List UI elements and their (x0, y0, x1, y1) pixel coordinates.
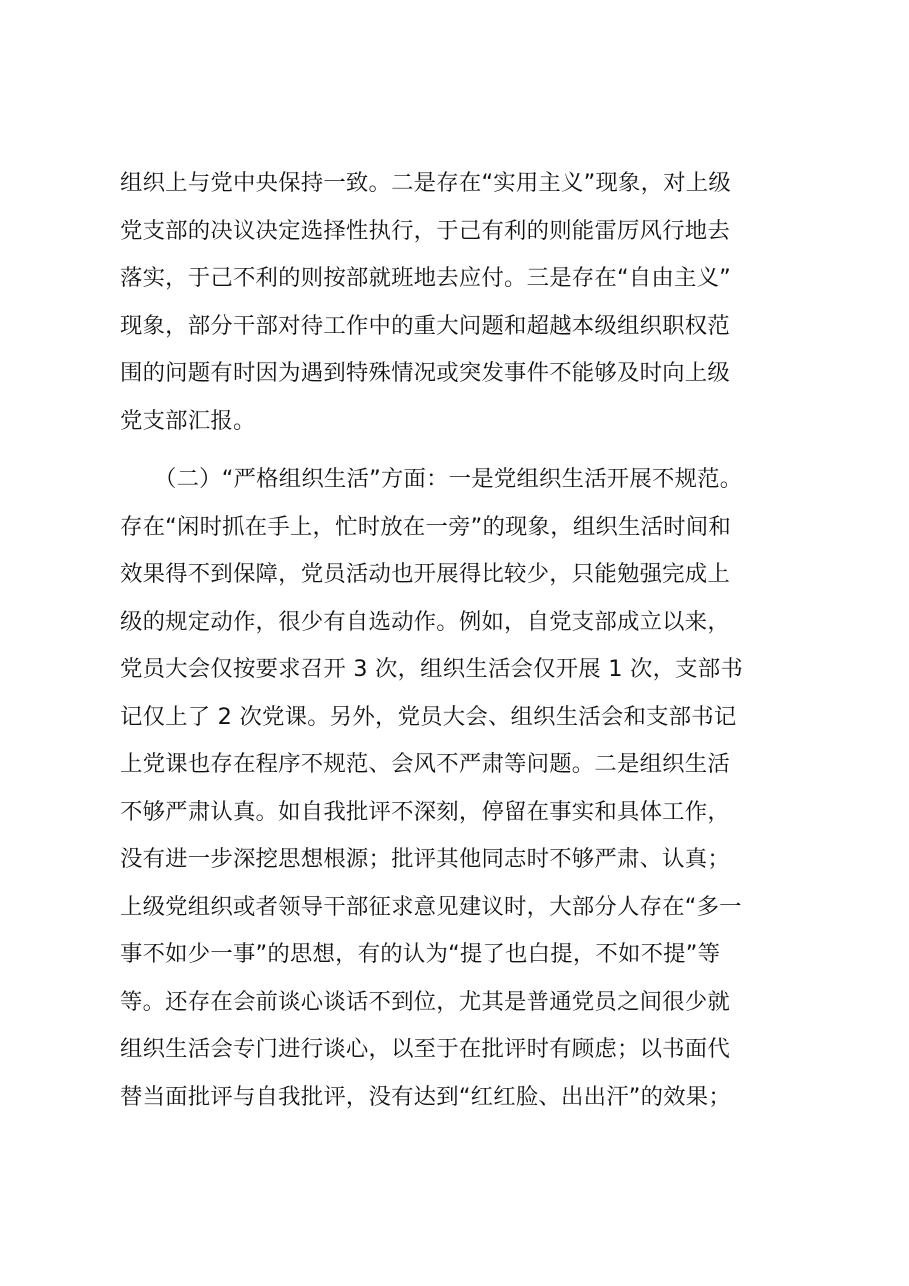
text-line: 上级党组织或者领导干部征求意见建议时，大部分人存在“多一 (120, 893, 742, 920)
text-line: 围的问题有时因为遇到特殊情况或突发事件不能够及时向上级 (120, 360, 730, 386)
paragraph-1 (120, 160, 810, 445)
text-line: 效果得不到保障，党员活动也开展得比较少，只能勉强完成上 (120, 561, 730, 587)
text-line: 落实，于己不利的则按部就班地去应付。三是存在“自由主义” (120, 265, 731, 291)
text-line: 不够严肃认真。如自我批评不深刻，停留在事实和具体工作， (120, 798, 730, 825)
text-line: 级的规定动作，很少有自选动作。例如，自党支部成立以来， (120, 608, 730, 635)
text-line: 现象，部分干部对待工作中的重大问题和超越本级组织职权范 (120, 312, 730, 339)
text-line: 上党课也存在程序不规范、会风不严肃等问题。二是组织生活 (120, 751, 730, 777)
text-line: 记仅上了 2 次党课。另外，党员大会、组织生活会和支部书记 (120, 703, 737, 730)
text-line: 党员大会仅按要求召开 3 次，组织生活会仅开展 1 次，支部书 (120, 656, 743, 682)
text-line: 替当面批评与自我批评，没有达到“红红脸、出出汗”的效果； (120, 1083, 731, 1110)
text-line: 组织上与党中央保持一致。二是存在“实用主义”现象，对上级 (120, 170, 731, 196)
text-line: 存在“闲时抓在手上，忙时放在一旁”的现象，组织生活时间和 (120, 513, 731, 540)
text-line: 事不如少一事”的思想，有的认为“提了也白提，不如不提”等 (120, 941, 721, 967)
text-line: 组织生活会专门进行谈心，以至于在批评时有顾虑；以书面代 (120, 1036, 730, 1062)
text-line: 党支部汇报。 (120, 407, 256, 434)
text-line: （二）“严格组织生活”方面：一是党组织生活开展不规范。 (120, 466, 743, 492)
document-body (120, 160, 810, 1121)
paragraph-gap (120, 445, 810, 456)
paragraph-2 (120, 456, 810, 1121)
text-line: 党支部的决议决定选择性执行，于己有利的则能雷厉风行地去 (120, 217, 730, 244)
text-line: 等。还存在会前谈心谈话不到位，尤其是普通党员之间很少就 (120, 988, 730, 1015)
text-line: 没有进一步深挖思想根源；批评其他同志时不够严肃、认真； (120, 846, 730, 872)
